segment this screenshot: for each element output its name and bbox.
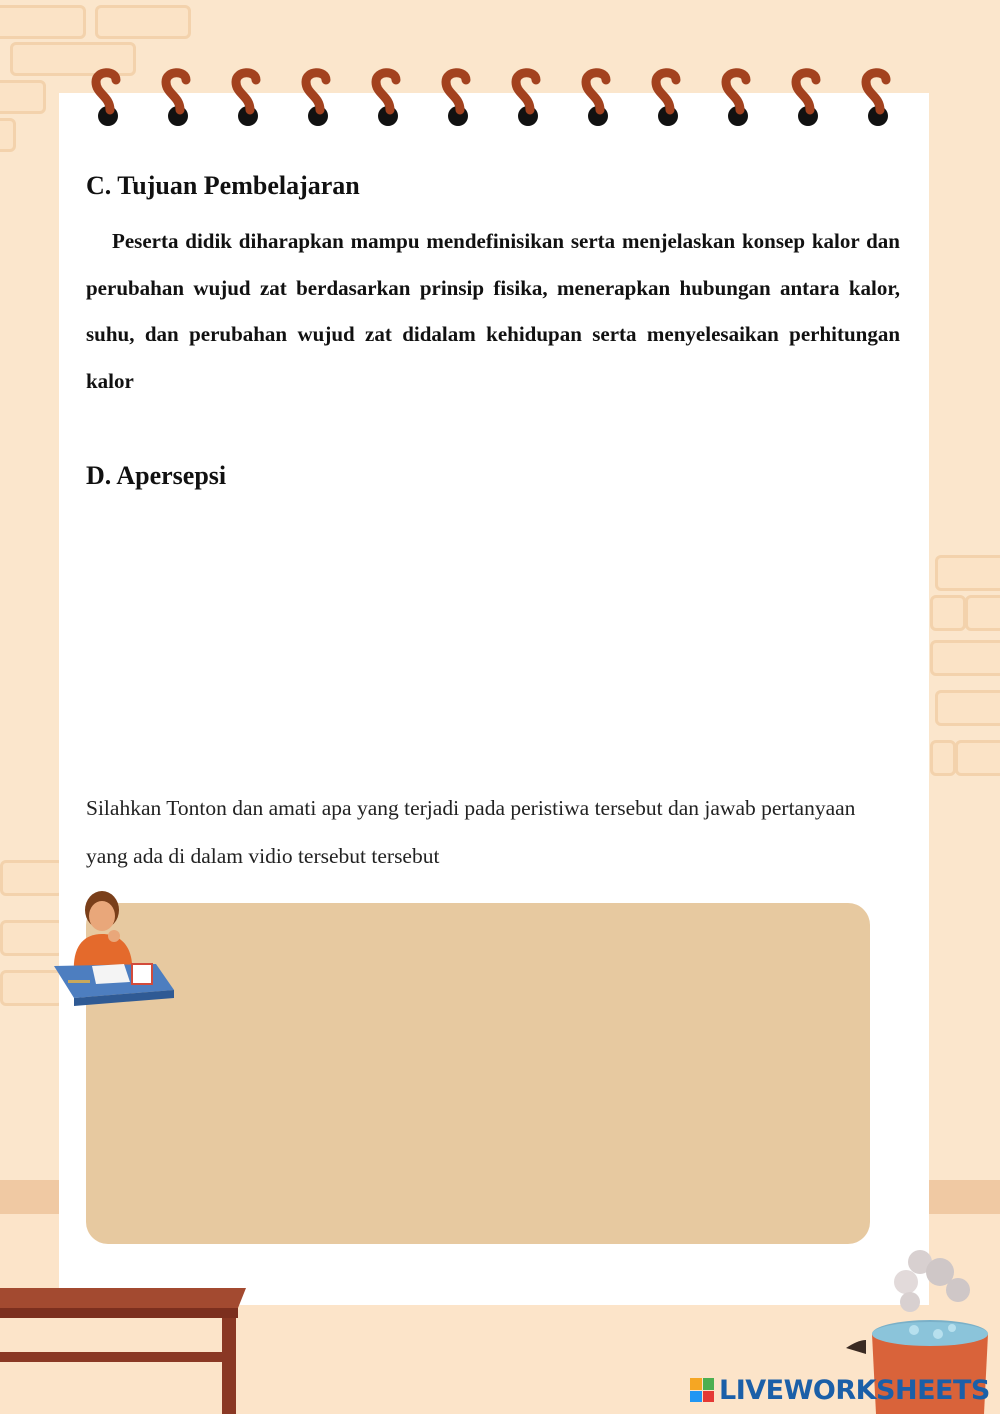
spiral-ring-icon (298, 66, 338, 130)
spiral-ring-icon (508, 66, 548, 130)
student-thinking-illustration (52, 886, 178, 1010)
wooden-table-illustration (0, 1286, 250, 1414)
spiral-ring-icon (88, 66, 128, 130)
spiral-ring-icon (578, 66, 618, 130)
brand-name: LIVEWORKSHEETS (719, 1374, 990, 1406)
spiral-ring-icon (858, 66, 898, 130)
objectives-heading: C. Tujuan Pembelajaran (86, 171, 360, 200)
apperception-heading: D. Apersepsi (86, 461, 227, 490)
video-embed-area[interactable] (86, 903, 870, 1244)
liveworksheets-watermark (690, 1372, 990, 1408)
apperception-instruction: Silahkan Tonton dan amati apa yang terjadi pada peristiwa tersebut dan jawab pertanyaan yang ada di dalam vidio tersebut tersebut (86, 796, 856, 868)
spiral-ring-icon (788, 66, 828, 130)
spiral-ring-icon (158, 66, 198, 130)
objectives-text: Peserta didik diharapkan mampu mendefinisikan serta menjelaskan konsep kalor dan perubahan wujud zat berdasarkan prinsip fisika, menerapkan hubungan antara kalor, suhu, dan perubahan wujud zat didalam kehidupan serta menyelesaikan perhitungan kalor (86, 229, 900, 393)
spiral-ring-icon (718, 66, 758, 130)
spiral-ring-icon (228, 66, 268, 130)
spiral-ring-icon (648, 66, 688, 130)
spiral-ring-icon (438, 66, 478, 130)
liveworksheets-logo-icon (690, 1378, 714, 1402)
spiral-ring-icon (368, 66, 408, 130)
